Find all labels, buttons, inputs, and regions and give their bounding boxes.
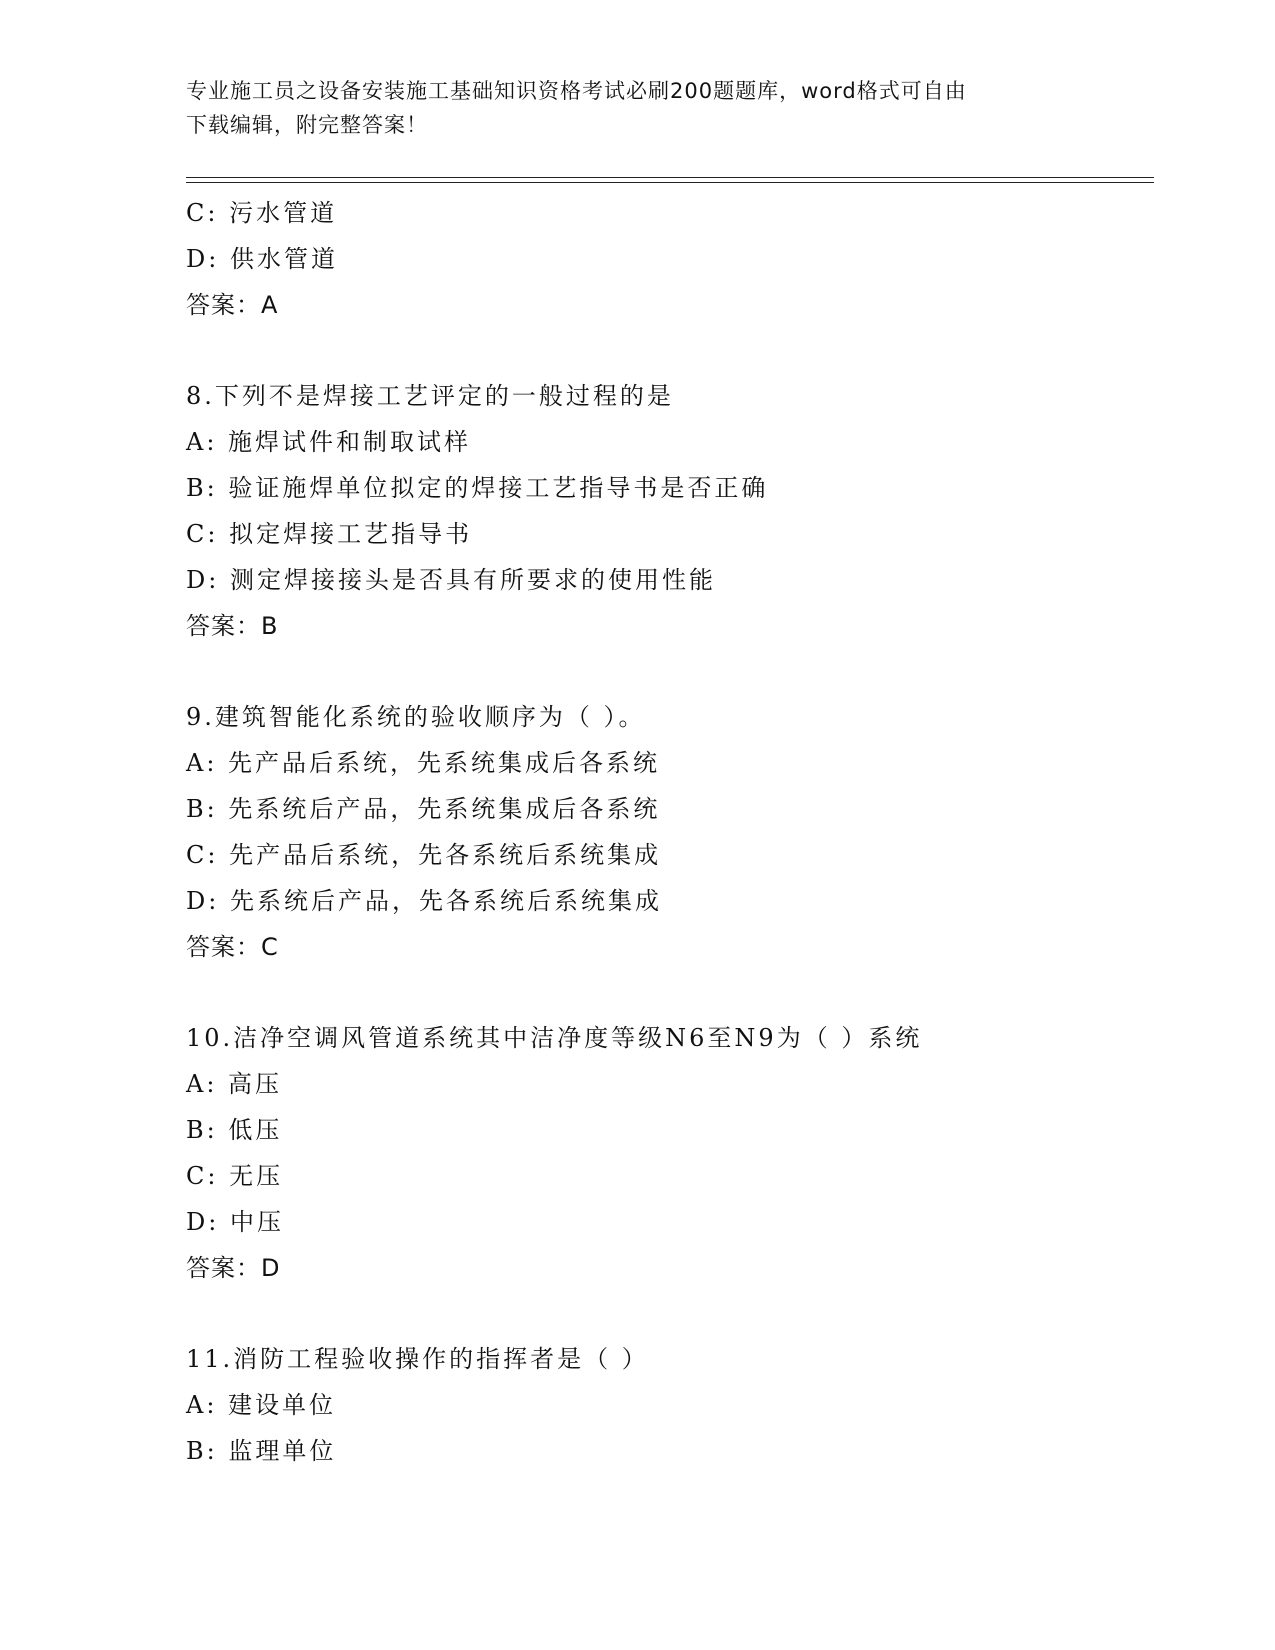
option-c: C: 无压 xyxy=(186,1162,284,1190)
document-header xyxy=(186,74,1086,142)
question-stem: 8.下列不是焊接工艺评定的一般过程的是 xyxy=(186,382,674,410)
question-spacer xyxy=(186,649,1166,694)
option-c: C: 污水管道 xyxy=(186,199,338,227)
option-d: D: 供水管道 xyxy=(186,245,338,273)
header-divider-bottom xyxy=(186,182,1154,183)
question-10 xyxy=(186,1015,1166,1291)
option-b: B: 低压 xyxy=(186,1116,283,1144)
option-c: C: 拟定焊接工艺指导书 xyxy=(186,520,473,548)
option-c: C: 先产品后系统，先各系统后系统集成 xyxy=(186,841,662,869)
answer-line: 答案：D xyxy=(186,1254,281,1282)
question-8 xyxy=(186,373,1166,649)
question-list xyxy=(186,190,1166,1474)
question-9 xyxy=(186,694,1166,970)
question-spacer xyxy=(186,970,1166,1015)
option-a: A: 高压 xyxy=(186,1070,283,1098)
option-d: D: 测定焊接接头是否具有所要求的使用性能 xyxy=(186,566,716,594)
option-b: B: 监理单位 xyxy=(186,1437,337,1465)
option-a: A: 先产品后系统，先系统集成后各系统 xyxy=(186,749,661,777)
option-d: D: 先系统后产品，先各系统后系统集成 xyxy=(186,887,662,915)
question-spacer xyxy=(186,1291,1166,1336)
question-spacer xyxy=(186,328,1166,373)
option-b: B: 先系统后产品，先系统集成后各系统 xyxy=(186,795,661,823)
header-line-1: 专业施工员之设备安装施工基础知识资格考试必刷200题题库，word格式可自由 xyxy=(186,79,967,103)
question-11 xyxy=(186,1336,1166,1474)
question-stem: 9.建筑智能化系统的验收顺序为（ ）。 xyxy=(186,703,646,731)
option-b: B: 验证施焊单位拟定的焊接工艺指导书是否正确 xyxy=(186,474,769,502)
option-a: A: 施焊试件和制取试样 xyxy=(186,428,472,456)
answer-line: 答案：C xyxy=(186,933,279,961)
question-7-continued xyxy=(186,190,1166,328)
header-divider-top xyxy=(186,177,1154,178)
header-line-2: 下载编辑，附完整答案！ xyxy=(186,113,428,137)
option-a: A: 建设单位 xyxy=(186,1391,337,1419)
question-stem: 10.洁净空调风管道系统其中洁净度等级N6至N9为（ ）系统 xyxy=(186,1024,923,1052)
option-d: D: 中压 xyxy=(186,1208,284,1236)
question-stem: 11.消防工程验收操作的指挥者是（ ） xyxy=(186,1345,649,1373)
answer-line: 答案：B xyxy=(186,612,279,640)
answer-line: 答案：A xyxy=(186,291,279,319)
